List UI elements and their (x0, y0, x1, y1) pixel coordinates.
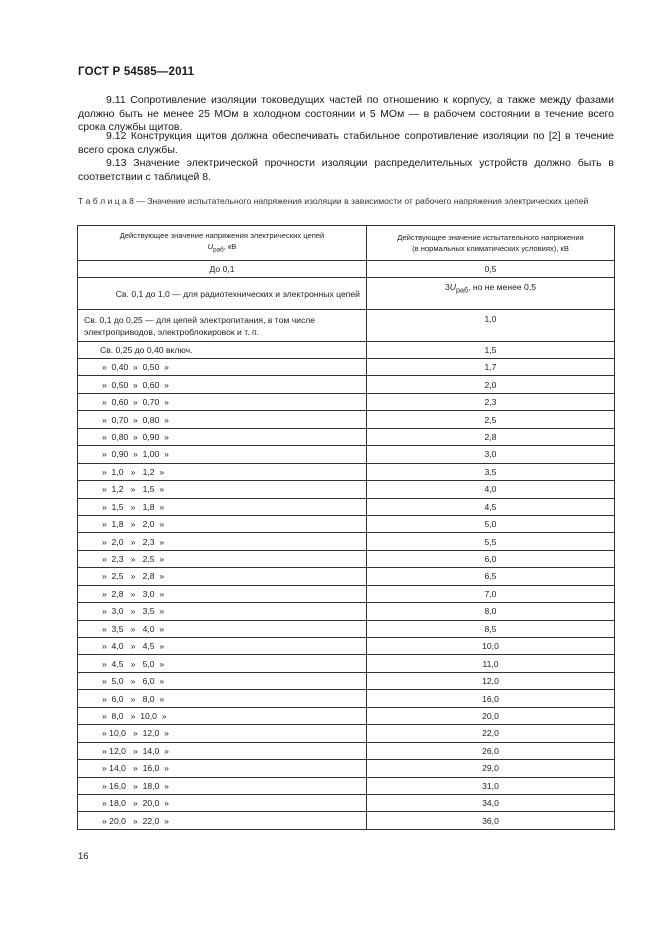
table-row (78, 760, 615, 777)
table-row (78, 794, 615, 811)
value-cell: 2,0 (367, 376, 615, 393)
table-header-col1 (78, 226, 367, 261)
table-row (78, 411, 615, 428)
paragraph-text: Сопротивление изоляции токоведущих частей по отношению к корпусу, а также между фазами должно быть не менее 25 МОм в холодном состоянии и 5 МОм — в рабочем состоянии в течение всего срока службы щитов. (78, 94, 614, 134)
range-cell: » 14,0 » 16,0 » (78, 760, 367, 777)
value-cell: 29,0 (367, 760, 615, 777)
range-cell: » 4,0 » 4,5 » (78, 638, 367, 655)
range-cell: » 0,60 » 0,70 » (78, 393, 367, 410)
range-cell: » 0,70 » 0,80 » (78, 411, 367, 428)
range-cell: » 0,40 » 0,50 » (78, 359, 367, 376)
range-cell: » 12,0 » 14,0 » (78, 742, 367, 759)
range-cell: » 10,0 » 12,0 » (78, 725, 367, 742)
table-row (78, 725, 615, 742)
table-row (78, 620, 615, 637)
paragraph-number: 9.11 (106, 94, 126, 106)
col1-header-unit: , кВ (223, 242, 237, 252)
range-cell: » 8,0 » 10,0 » (78, 707, 367, 724)
table-row (78, 812, 615, 829)
table-row (78, 672, 615, 689)
range-cell: » 2,3 » 2,5 » (78, 550, 367, 567)
range-cell: » 2,5 » 2,8 » (78, 568, 367, 585)
table-row (78, 278, 615, 310)
paragraph-number: 9.13 (106, 157, 127, 169)
paragraph-9-11 (78, 94, 614, 135)
value-cell: 16,0 (367, 690, 615, 707)
page-number: 16 (78, 851, 89, 862)
range-cell: » 1,5 » 1,8 » (78, 498, 367, 515)
range-cell: Св. 0,25 до 0,40 включ. (78, 342, 367, 359)
value-cell: 0,5 (367, 261, 615, 278)
table-row (78, 603, 615, 620)
table-row (78, 638, 615, 655)
value-cell: 22,0 (367, 725, 615, 742)
value-cell: 11,0 (367, 655, 615, 672)
value-cell: 2,5 (367, 411, 615, 428)
table-caption-text: — Значение испытательного напряжения изоляции в зависимости от рабочего напряжения электрических цепей (133, 196, 589, 206)
paragraph-text: Конструкция щитов должна обеспечивать стабильное сопротивление изоляции по [2] в течение всего срока службы. (78, 130, 615, 156)
value-cell: 1,7 (367, 359, 615, 376)
range-cell: » 4,5 » 5,0 » (78, 655, 367, 672)
value-cell: 31,0 (367, 777, 615, 794)
value-cell: 3,5 (367, 463, 615, 480)
value-cell: 4,0 (367, 481, 615, 498)
range-cell: » 0,90 » 1,00 » (78, 446, 367, 463)
table-row (78, 261, 615, 278)
table-row (78, 777, 615, 794)
value-cell: 10,0 (367, 638, 615, 655)
value-cell: 12,0 (367, 672, 615, 689)
range-cell: » 0,50 » 0,60 » (78, 376, 367, 393)
value-cell: 2,8 (367, 428, 615, 445)
range-cell: » 3,0 » 3,5 » (78, 603, 367, 620)
value-cell: 2,3 (367, 393, 615, 410)
table-caption-label: Т а б л и ц а 8 (78, 196, 134, 206)
col1-header-subscript: раб (213, 246, 224, 254)
table-row (78, 376, 615, 393)
value-cell: 8,0 (367, 603, 615, 620)
value-cell: 8,5 (367, 620, 615, 637)
range-cell: » 3,5 » 4,0 » (78, 620, 367, 637)
value-cell: 6,5 (367, 568, 615, 585)
voltage-table (77, 225, 615, 830)
table-row (78, 498, 615, 515)
value-cell: 1,0 (367, 310, 615, 342)
range-cell: » 0,80 » 0,90 » (78, 428, 367, 445)
range-cell: » 1,0 » 1,2 » (78, 463, 367, 480)
table-row (78, 310, 615, 342)
table-caption (78, 195, 614, 207)
value-cell: 1,5 (367, 342, 615, 359)
range-cell: До 0,1 (78, 261, 367, 278)
table-row (78, 742, 615, 759)
table-row (78, 446, 615, 463)
table-row (78, 533, 615, 550)
value-cell: 20,0 (367, 707, 615, 724)
range-cell: » 2,0 » 2,3 » (78, 533, 367, 550)
value-symbol: U (449, 282, 456, 292)
value-cell: 5,5 (367, 533, 615, 550)
range-cell: » 5,0 » 6,0 » (78, 672, 367, 689)
range-cell: » 1,2 » 1,5 » (78, 481, 367, 498)
col2-header-line1: Действующее значение испытательного напряжения (397, 233, 584, 242)
range-cell: Св. 0,1 до 1,0 — для радиотехнических и электронных цепей (78, 278, 367, 310)
range-cell: » 16,0 » 18,0 » (78, 777, 367, 794)
col1-header-symbol: U (207, 242, 214, 252)
table-row (78, 393, 615, 410)
paragraph-number: 9.12 (106, 130, 127, 142)
table-row (78, 515, 615, 532)
range-cell: » 20,0 » 22,0 » (78, 812, 367, 829)
paragraph-9-12 (78, 130, 614, 157)
table-row (78, 655, 615, 672)
table-header-col2 (367, 226, 615, 261)
table-header-row (78, 226, 615, 261)
document-code: ГОСТ Р 54585—2011 (78, 66, 195, 78)
table-row (78, 585, 615, 602)
range-cell: » 6,0 » 8,0 » (78, 690, 367, 707)
value-cell: 7,0 (367, 585, 615, 602)
value-suffix: , но не менее 0,5 (468, 282, 536, 292)
table-row (78, 690, 615, 707)
table-row (78, 550, 615, 567)
table-row (78, 707, 615, 724)
value-cell: 4,5 (367, 498, 615, 515)
range-cell: » 2,8 » 3,0 » (78, 585, 367, 602)
range-cell: » 18,0 » 20,0 » (78, 794, 367, 811)
value-cell: 36,0 (367, 812, 615, 829)
col2-header-line2: (в нормальных климатических условиях), кВ (412, 244, 569, 253)
table-row (78, 568, 615, 585)
table-row (78, 359, 615, 376)
value-cell: 34,0 (367, 794, 615, 811)
value-cell: 26,0 (367, 742, 615, 759)
paragraph-9-13 (78, 157, 614, 184)
table-row (78, 481, 615, 498)
value-cell: 6,0 (367, 550, 615, 567)
table-row (78, 428, 615, 445)
value-subscript: раб (456, 286, 469, 295)
value-cell (367, 278, 615, 310)
range-cell: Св. 0,1 до 0,25 — для цепей электропитания, в том числе электроприводов, электроблокировок и т. п. (78, 310, 367, 342)
col1-header-text: Действующее значение напряжения электрических цепей (119, 231, 325, 241)
paragraph-text: Значение электрической прочности изоляции распределительных устройств должно быть в соответствии с таблицей 8. (78, 157, 614, 183)
value-cell: 5,0 (367, 515, 615, 532)
table-row (78, 342, 615, 359)
table-row (78, 463, 615, 480)
value-prefix: 3 (445, 282, 450, 292)
range-cell: » 1,8 » 2,0 » (78, 515, 367, 532)
value-cell: 3,0 (367, 446, 615, 463)
